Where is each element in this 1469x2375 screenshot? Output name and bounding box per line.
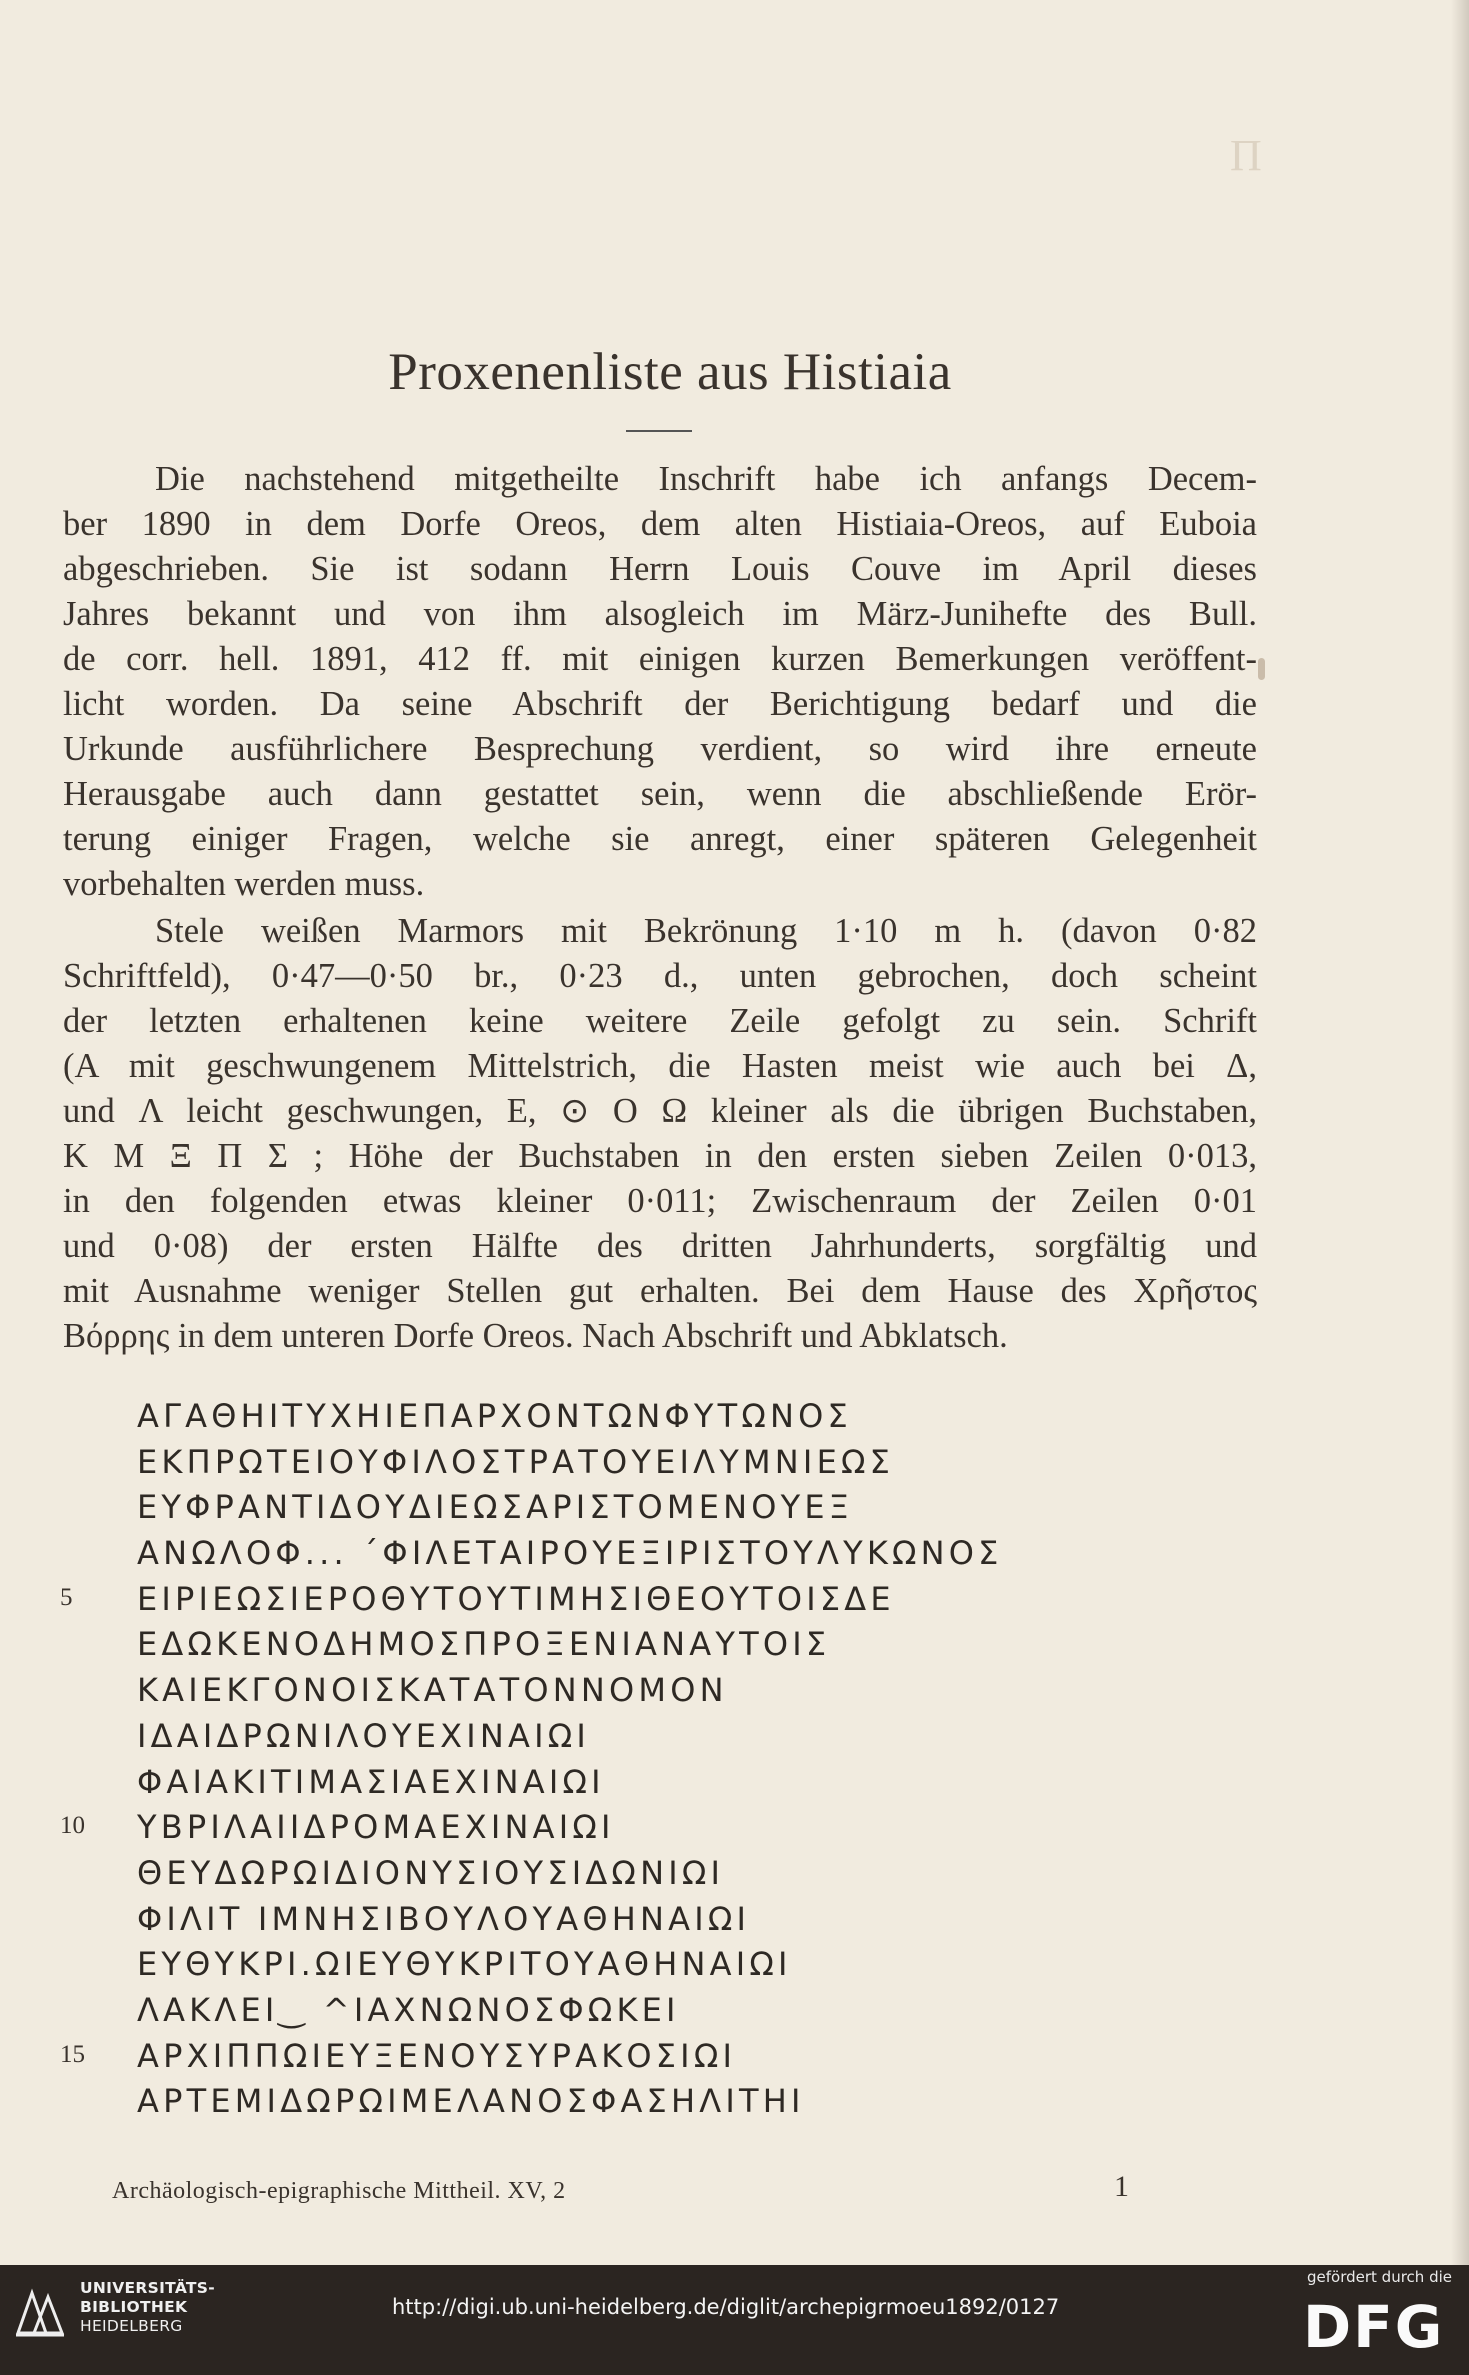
inscription-text: ΕΚΠΡΩΤΕΙΟΥΦΙΛΟΣΤΡΑΤΟΥΕΙΛΥΜΝΙΕΩΣ <box>137 1442 895 1481</box>
university-library-name <box>80 2279 215 2336</box>
text-line: Schriftfeld), 0·47—0·50 br., 0·23 d., unten gebrochen, doch scheint <box>63 957 1257 995</box>
text-line: licht worden. Da seine Abschrift der Berichtigung bedarf und die <box>63 685 1257 723</box>
title-divider <box>626 430 692 432</box>
paper-stain <box>1258 658 1265 680</box>
inscription-text: ΚΑΙΕΚΓΟΝΟΙΣΚΑΤΑΤΟΝΝΟΜΟΝ <box>137 1671 728 1710</box>
inscription-text: ΕΥΘΥΚΡΙ.ΩΙΕΥΘΥΚΡΙΤΟΥΑΘΗΝΑΙΩΙ <box>137 1945 792 1984</box>
inscription-line <box>60 1580 1160 1626</box>
inscription-line <box>60 1991 1160 2037</box>
text-line: und Λ leicht geschwungen, Ε, ⊙ Ο Ω kleiner als die übrigen Buchstaben, <box>63 1092 1257 1130</box>
text-line: terung einiger Fragen, welche sie anregt, einer späteren Gelegenheit <box>63 820 1257 858</box>
university-library-logo-icon <box>12 2283 68 2339</box>
library-name-line2: BIBLIOTHEK <box>80 2298 188 2316</box>
inscription-text: ΛΑΚΛΕΙ‿ ^ΙΑΧΝΩΝΟΣΦΩΚΕΙ <box>137 1990 680 2029</box>
text-line: der letzten erhaltenen keine weitere Zeile gefolgt zu sein. Schrift <box>63 1002 1257 1040</box>
inscription-text: ΦΑΙΑΚΙΤΙΜΑΣΙΑΕΧΙΝΑΙΩΙ <box>137 1762 605 1801</box>
inscription-line <box>60 1717 1160 1763</box>
inscription-text: ΑΡΧΙΠΠΩΙΕΥΞΕΝΟΥΣΥΡΑΚΟΣΙΩΙ <box>137 2036 737 2075</box>
inscription-line <box>60 1900 1160 1946</box>
line-number: 5 <box>60 1583 73 1611</box>
inscription-line <box>60 1671 1160 1717</box>
paragraph-description <box>63 909 1257 1359</box>
inscription-text: ΑΓΑΘΗΙΤΥΧΗΙΕΠΑΡΧΟΝΤΩΝΦΥΤΩΝΟΣ <box>137 1397 852 1435</box>
inscription-line <box>60 2082 1160 2128</box>
text-line: Stele weißen Marmors mit Bekrönung 1·10 m h. (davon 0·82 <box>155 912 1257 950</box>
inscription-line <box>60 1763 1160 1809</box>
inscription-text: ΦΙΛΙΤ ΙΜΝΗΣΙΒΟΥΛΟΥΑΘΗΝΑΙΩΙ <box>137 1899 751 1938</box>
text-line: Κ Μ Ξ Π Σ ; Höhe der Buchstaben in den ersten sieben Zeilen 0·013, <box>63 1137 1257 1175</box>
dfg-logo: DFG <box>1303 2293 1445 2361</box>
text-line: Die nachstehend mitgetheilte Inschrift habe ich anfangs Decem- <box>155 460 1257 498</box>
inscription-text: ΑΝΩΛΟΦ... ΄ΦΙΛΕΤΑΙΡΟΥΕΞΙΡΙΣΤΟΥΛΥΚΩΝΟΣ <box>137 1534 1003 1573</box>
inscription-line <box>60 1808 1160 1854</box>
inscription-line <box>60 1945 1160 1991</box>
inscription-text: ΘΕΥΔΩΡΩΙΔΙΟΝΥΣΙΟΥΣΙΔΩΝΙΩΙ <box>137 1853 725 1892</box>
text-line: Βόρρης in dem unteren Dorfe Oreos. Nach Abschrift und Abklatsch. <box>63 1317 1008 1355</box>
inscription-text: ΕΙΡΙΕΩΣΙΕΡΟΘΥΤΟΥΤΙΜΗΣΙΘΕΟΥΤΟΙΣΔΕ <box>137 1579 895 1618</box>
inscription-line <box>60 1443 1160 1489</box>
journal-footer: Archäologisch-epigraphische Mittheil. XV, 2 <box>112 2178 566 2204</box>
text-line: Jahres bekannt und von ihm alsogleich im März-Junihefte des Bull. <box>63 595 1257 633</box>
inscription-line <box>60 1488 1160 1534</box>
text-line: (A mit geschwungenem Mittelstrich, die Hasten meist wie auch bei Δ, <box>63 1047 1257 1085</box>
library-name-line3: HEIDELBERG <box>80 2317 183 2335</box>
line-number: 15 <box>60 2040 85 2068</box>
inscription-text: ΕΔΩΚΕΝΟΔΗΜΟΣΠΡΟΞΕΝΙΑΝΑΥΤΟΙΣ <box>137 1625 831 1664</box>
text-line: Urkunde ausführlichere Besprechung verdient, so wird ihre erneute <box>63 730 1257 768</box>
inscription-text: ΕΥΦΡΑΝΤΙΔΟΥΔΙΕΩΣΑΡΙΣΤΟΜΕΝΟΥΕΞ <box>137 1488 854 1527</box>
text-line: abgeschrieben. Sie ist sodann Herrn Louis Couve im April dieses <box>63 550 1257 588</box>
inscription-text: ΥΒΡΙΛΑΙΙΔΡΟΜΑΕΧΙΝΑΙΩΙ <box>137 1808 615 1847</box>
text-line: ber 1890 in dem Dorfe Oreos, dem alten Histiaia-Oreos, auf Euboia <box>63 505 1257 543</box>
inscription-line <box>60 1534 1160 1580</box>
paragraph-intro <box>63 457 1257 907</box>
text-line: vorbehalten werden muss. <box>63 865 425 903</box>
inscription-transcription <box>60 1397 1160 2128</box>
inscription-text: ΑΡΤΕΜΙΔΩΡΩΙΜΕΛΑΝΟΣΦΑΣΗΛΙΤΗΙ <box>137 2082 805 2121</box>
inscription-line <box>60 1397 1160 1443</box>
text-line: in den folgenden etwas kleiner 0·011; Zwischenraum der Zeilen 0·01 <box>63 1182 1257 1220</box>
text-line: mit Ausnahme weniger Stellen gut erhalten. Bei dem Hause des Χρῆστος <box>63 1272 1257 1310</box>
library-name-line1: UNIVERSITÄTS- <box>80 2279 216 2297</box>
library-footer-bar <box>0 2265 1469 2375</box>
article-title: Proxenenliste aus Histiaia <box>388 343 952 401</box>
permalink-url[interactable]: http://digi.ub.uni-heidelberg.de/diglit/archepigrmoeu1892/0127 <box>392 2295 1060 2319</box>
inscription-line <box>60 1625 1160 1671</box>
inscription-line <box>60 1854 1160 1900</box>
inscription-line <box>60 2037 1160 2083</box>
bleed-through-mark: Π <box>1230 131 1262 180</box>
inscription-text: ΙΔΑΙΔΡΩΝΙΛΟΥΕΧΙΝΑΙΩΙ <box>137 1716 591 1755</box>
text-line: de corr. hell. 1891, 412 ff. mit einigen kurzen Bemerkungen veröffent- <box>63 640 1257 678</box>
text-line: Herausgabe auch dann gestattet sein, wenn die abschließende Erör- <box>63 775 1257 813</box>
page-number: 1 <box>1114 2170 1129 2203</box>
text-line: und 0·08) der ersten Hälfte des dritten Jahrhunderts, sorgfältig und <box>63 1227 1257 1265</box>
line-number: 10 <box>60 1812 85 1840</box>
funding-note: gefördert durch die <box>1307 2268 1452 2286</box>
